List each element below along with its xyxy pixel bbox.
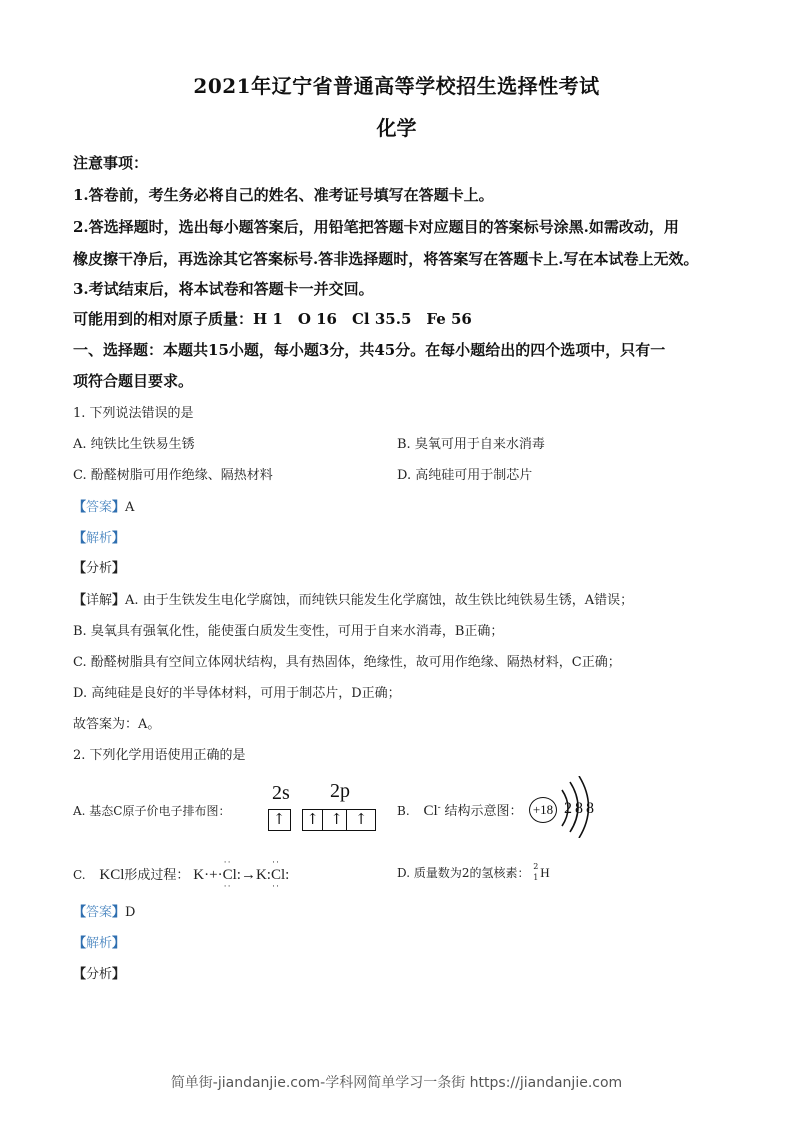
orbital-2s-box [268,809,291,831]
footer-watermark: 简单街-jiandanjie.com-学科网简单学习一条街 https://jiandanjie.com [170,1075,623,1091]
q2-option-b-label [397,800,523,820]
shell-1-count: 2 [564,800,572,817]
option-letter: B. [397,804,410,818]
q1-answer [73,496,134,515]
notice-item-2: 2.答选择题时，选出每小题答案后，用铅笔把答题卡对应题目的答案标号涂黑.如需改动，用 [73,218,679,236]
bracket-open: 【 [73,936,87,951]
electron-dot: · [217,867,223,883]
q1-option-c: C. 酚醛树脂可用作绝缘、隔热材料 [73,468,273,483]
compound-formula: KCl [99,867,125,883]
q1-detail-b: B. 臭氧具有强氧化性，能使蛋白质发生变性，可用于自来水消毒，B正确； [73,624,504,639]
exam-subject: 化学 [376,116,417,140]
q1-option-a: A. 纯铁比生铁易生锈 [73,437,195,452]
q1-stem: 1. 下列说法错误的是 [73,406,194,421]
lone-pair: : [236,867,241,883]
answer-tag: 答案 [86,500,113,515]
exam-title: 2021年辽宁省普通高等学校招生选择性考试 [193,74,600,98]
bracket-open: 【 [73,561,87,576]
chlorine-atom: ·· Cl ·· [270,857,286,891]
bracket-open: 【 [73,531,87,546]
lone-pair: : [285,867,290,883]
bracket-close: 】 [112,593,126,608]
orbital-2p-box [302,809,376,831]
bracket-close: 】 [112,561,126,576]
q1-fenxi [73,557,125,576]
ion-charge: - [437,803,441,813]
bracket-close: 】 [112,936,126,951]
bracket-close: 】 [112,967,126,982]
answer-value: D [125,905,136,920]
option-label: D. 质量数为2的氢核素： [397,866,530,880]
section-heading-cont: 项符合题目要求。 [73,372,194,390]
electron-dot: · [204,867,210,883]
q2-option-d [397,861,550,882]
bracket-open: 【 [73,967,87,982]
option-letter: C. [73,868,86,882]
nucleus-circle: +18 [529,797,557,823]
label-suffix: 形成过程： [124,868,190,883]
notice-item-1: 1.答卷前，考生务必将自己的姓名、准考证号填写在答题卡上。 [73,186,494,204]
up-arrow-icon: ↑ [272,810,286,828]
bracket-open: 【 [73,500,87,515]
q2-answer [73,901,135,920]
q1-option-d: D. 高纯硅可用于制芯片 [397,468,533,483]
bracket-open: 【 [73,593,87,608]
orbital-2s-label: 2s [272,782,290,804]
bracket-close: 】 [112,531,126,546]
q1-detail-d: D. 高纯硅是良好的半导体材料，可用于制芯片，D正确； [73,686,401,701]
fenxi-tag: 分析 [86,561,113,576]
answer-tag: 答案 [86,905,113,920]
xiangjie-tag: 详解 [86,593,113,608]
label-suffix: 结构示意图： [444,804,523,819]
shared-pair: : [266,867,271,883]
q2-stem: 2. 下列化学用语使用正确的是 [73,748,246,763]
q1-jiexi [73,527,125,546]
chlorine-atom: ·· Cl ·· [222,857,237,891]
q2-fenxi [73,963,125,982]
notice-heading: 注意事项： [73,154,149,172]
q1-detail-a [73,589,633,608]
section-heading: 一、选择题：本题共15小题，每小题3分，共45分。在每小题给出的四个选项中，只有一 [73,341,666,359]
q1-conclusion: 故答案为：A。 [73,717,161,732]
up-arrow-icon: ↑ [303,810,323,830]
notice-item-2-cont: 橡皮擦干净后，再选涂其它答案标号.答非选择题时，将答案写在答题卡上.写在本试卷上无效。 [73,250,699,268]
plus-sign: + [209,867,218,883]
jiexi-tag: 解析 [86,936,113,951]
bracket-close: 】 [112,905,126,920]
up-arrow-icon: ↑ [354,810,368,828]
notice-item-3: 3.考试结束后，将本试卷和答题卡一并交回。 [73,280,374,298]
potassium-atom: K [193,867,205,883]
shell-3-count: 8 [586,800,594,817]
q1-option-b: B. 臭氧可用于自来水消毒 [397,437,545,452]
atomic-masses: 可能用到的相对原子质量：H 1 O 16 Cl 35.5 Fe 56 [73,310,472,328]
q1-detail-c: C. 酚醛树脂具有空间立体网状结构，具有热固体，绝缘性，故可用作绝缘、隔热材料，C正确； [73,655,621,670]
answer-value: A [125,500,135,515]
q2-jiexi [73,932,125,951]
atomic-number: 1 [533,872,539,882]
q2-option-a-label: A. 基态C原子价电子排布图： [73,804,231,818]
mass-number: 2 [533,861,539,871]
nuclide-numbers [533,861,540,882]
q2-option-c [73,857,290,891]
element-symbol: H [540,865,550,880]
orbital-2p-label: 2p [330,780,350,802]
detail-text: A. 由于生铁发生电化学腐蚀，而纯铁只能发生化学腐蚀，故生铁比纯铁易生锈，A错误； [125,593,634,608]
jiexi-tag: 解析 [86,531,113,546]
fenxi-tag: 分析 [86,967,113,982]
bracket-open: 【 [73,905,87,920]
shell-2-count: 8 [575,800,583,817]
potassium-atom: K [255,867,267,883]
bracket-close: 】 [112,500,126,515]
up-arrow-icon: ↑ [327,810,347,830]
reaction-arrow-icon: → [240,867,256,883]
ion-symbol: Cl [423,803,438,819]
